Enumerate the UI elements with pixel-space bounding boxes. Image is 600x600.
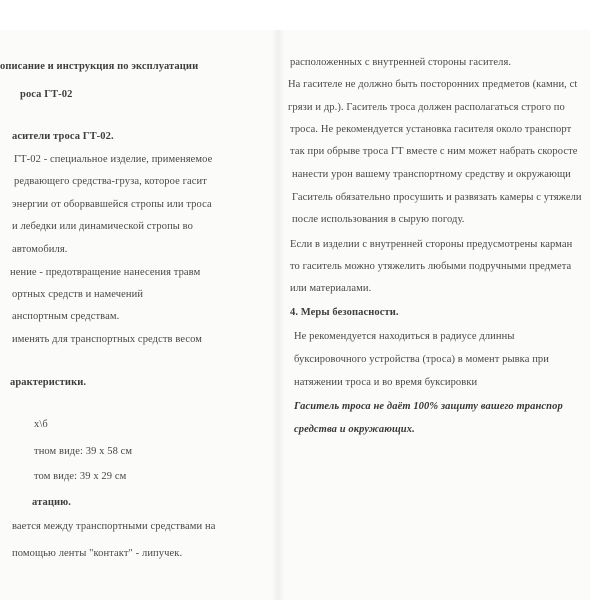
- subheading: асители троса ГТ-02.: [12, 131, 114, 142]
- body-text-line: расположенных с внутренней стороны гасителя.: [290, 57, 512, 68]
- section-heading: 4. Меры безопасности.: [290, 307, 399, 318]
- section-heading: описание и инструкция по эксплуатации: [0, 61, 199, 72]
- body-text-line: после использования в сырую погоду.: [292, 214, 465, 225]
- body-text-line: ГТ-02 - специальное изделие, применяемое: [14, 154, 213, 165]
- spec-value: тном виде: 39 х 58 см: [34, 446, 133, 457]
- body-text-line: троса. Не рекомендуется установка гасителя около транспорт: [290, 124, 572, 135]
- warning-text-line: средства и окружающих.: [294, 424, 415, 435]
- body-text-line: помощью ленты "контакт" - липучек.: [12, 548, 183, 559]
- body-text-line: и лебедки или динамической стропы во: [12, 221, 194, 232]
- body-text-line: или материалами.: [290, 283, 372, 294]
- body-text-line: На гасителе не должно быть посторонних предметов (камни, сt: [288, 79, 578, 90]
- body-text-line: вается между транспортными средствами на: [12, 521, 216, 532]
- body-text-line: ортных средств и намечений: [12, 289, 144, 300]
- spec-value: х\б: [34, 419, 48, 430]
- body-text-line: натяжении троса и во время буксировки: [294, 377, 478, 388]
- body-text-line: именять для транспортных средств весом: [12, 334, 203, 345]
- body-text-line: редвающего средства-груза, которое гасит: [14, 176, 207, 187]
- body-text-line: Не рекомендуется находиться в радиусе длинны: [294, 331, 515, 342]
- body-text-line: нение - предотвращение нанесения травм: [10, 267, 201, 278]
- warning-text-line: Гаситель троса не даёт 100% защиту вашего транспор: [294, 401, 563, 412]
- right-margin: [590, 0, 600, 600]
- body-text-line: Если в изделии с внутренней стороны предусмотрены карман: [290, 239, 573, 250]
- body-text-line: нанести урон вашему транспортному средству и окружающи: [292, 169, 571, 180]
- section-heading: атацию.: [32, 497, 71, 508]
- section-heading: арактеристики.: [10, 377, 87, 388]
- body-text-line: энергии от оборвавшейся стропы или троса: [12, 199, 212, 210]
- body-text-line: буксировочного устройства (троса) в момент рывка при: [294, 354, 549, 365]
- top-margin: [0, 0, 600, 30]
- page-fold: [272, 30, 284, 600]
- body-text-line: анспортным средствам.: [12, 311, 120, 322]
- body-text-line: Гаситель обязательно просушить и развязать камеры с утяжели: [292, 192, 582, 203]
- body-text-line: так при обрыве троса ГТ вместе с ним может набрать скоросте: [290, 146, 578, 157]
- body-text-line: то гаситель можно утяжелить любыми подручными предмета: [290, 261, 572, 272]
- section-heading: роса ГТ-02: [20, 89, 73, 100]
- body-text-line: грязи и др.). Гаситель троса должен располагаться строго по: [288, 102, 565, 113]
- body-text-line: автомобиля.: [12, 244, 68, 255]
- spec-value: том виде: 39 х 29 см: [34, 471, 127, 482]
